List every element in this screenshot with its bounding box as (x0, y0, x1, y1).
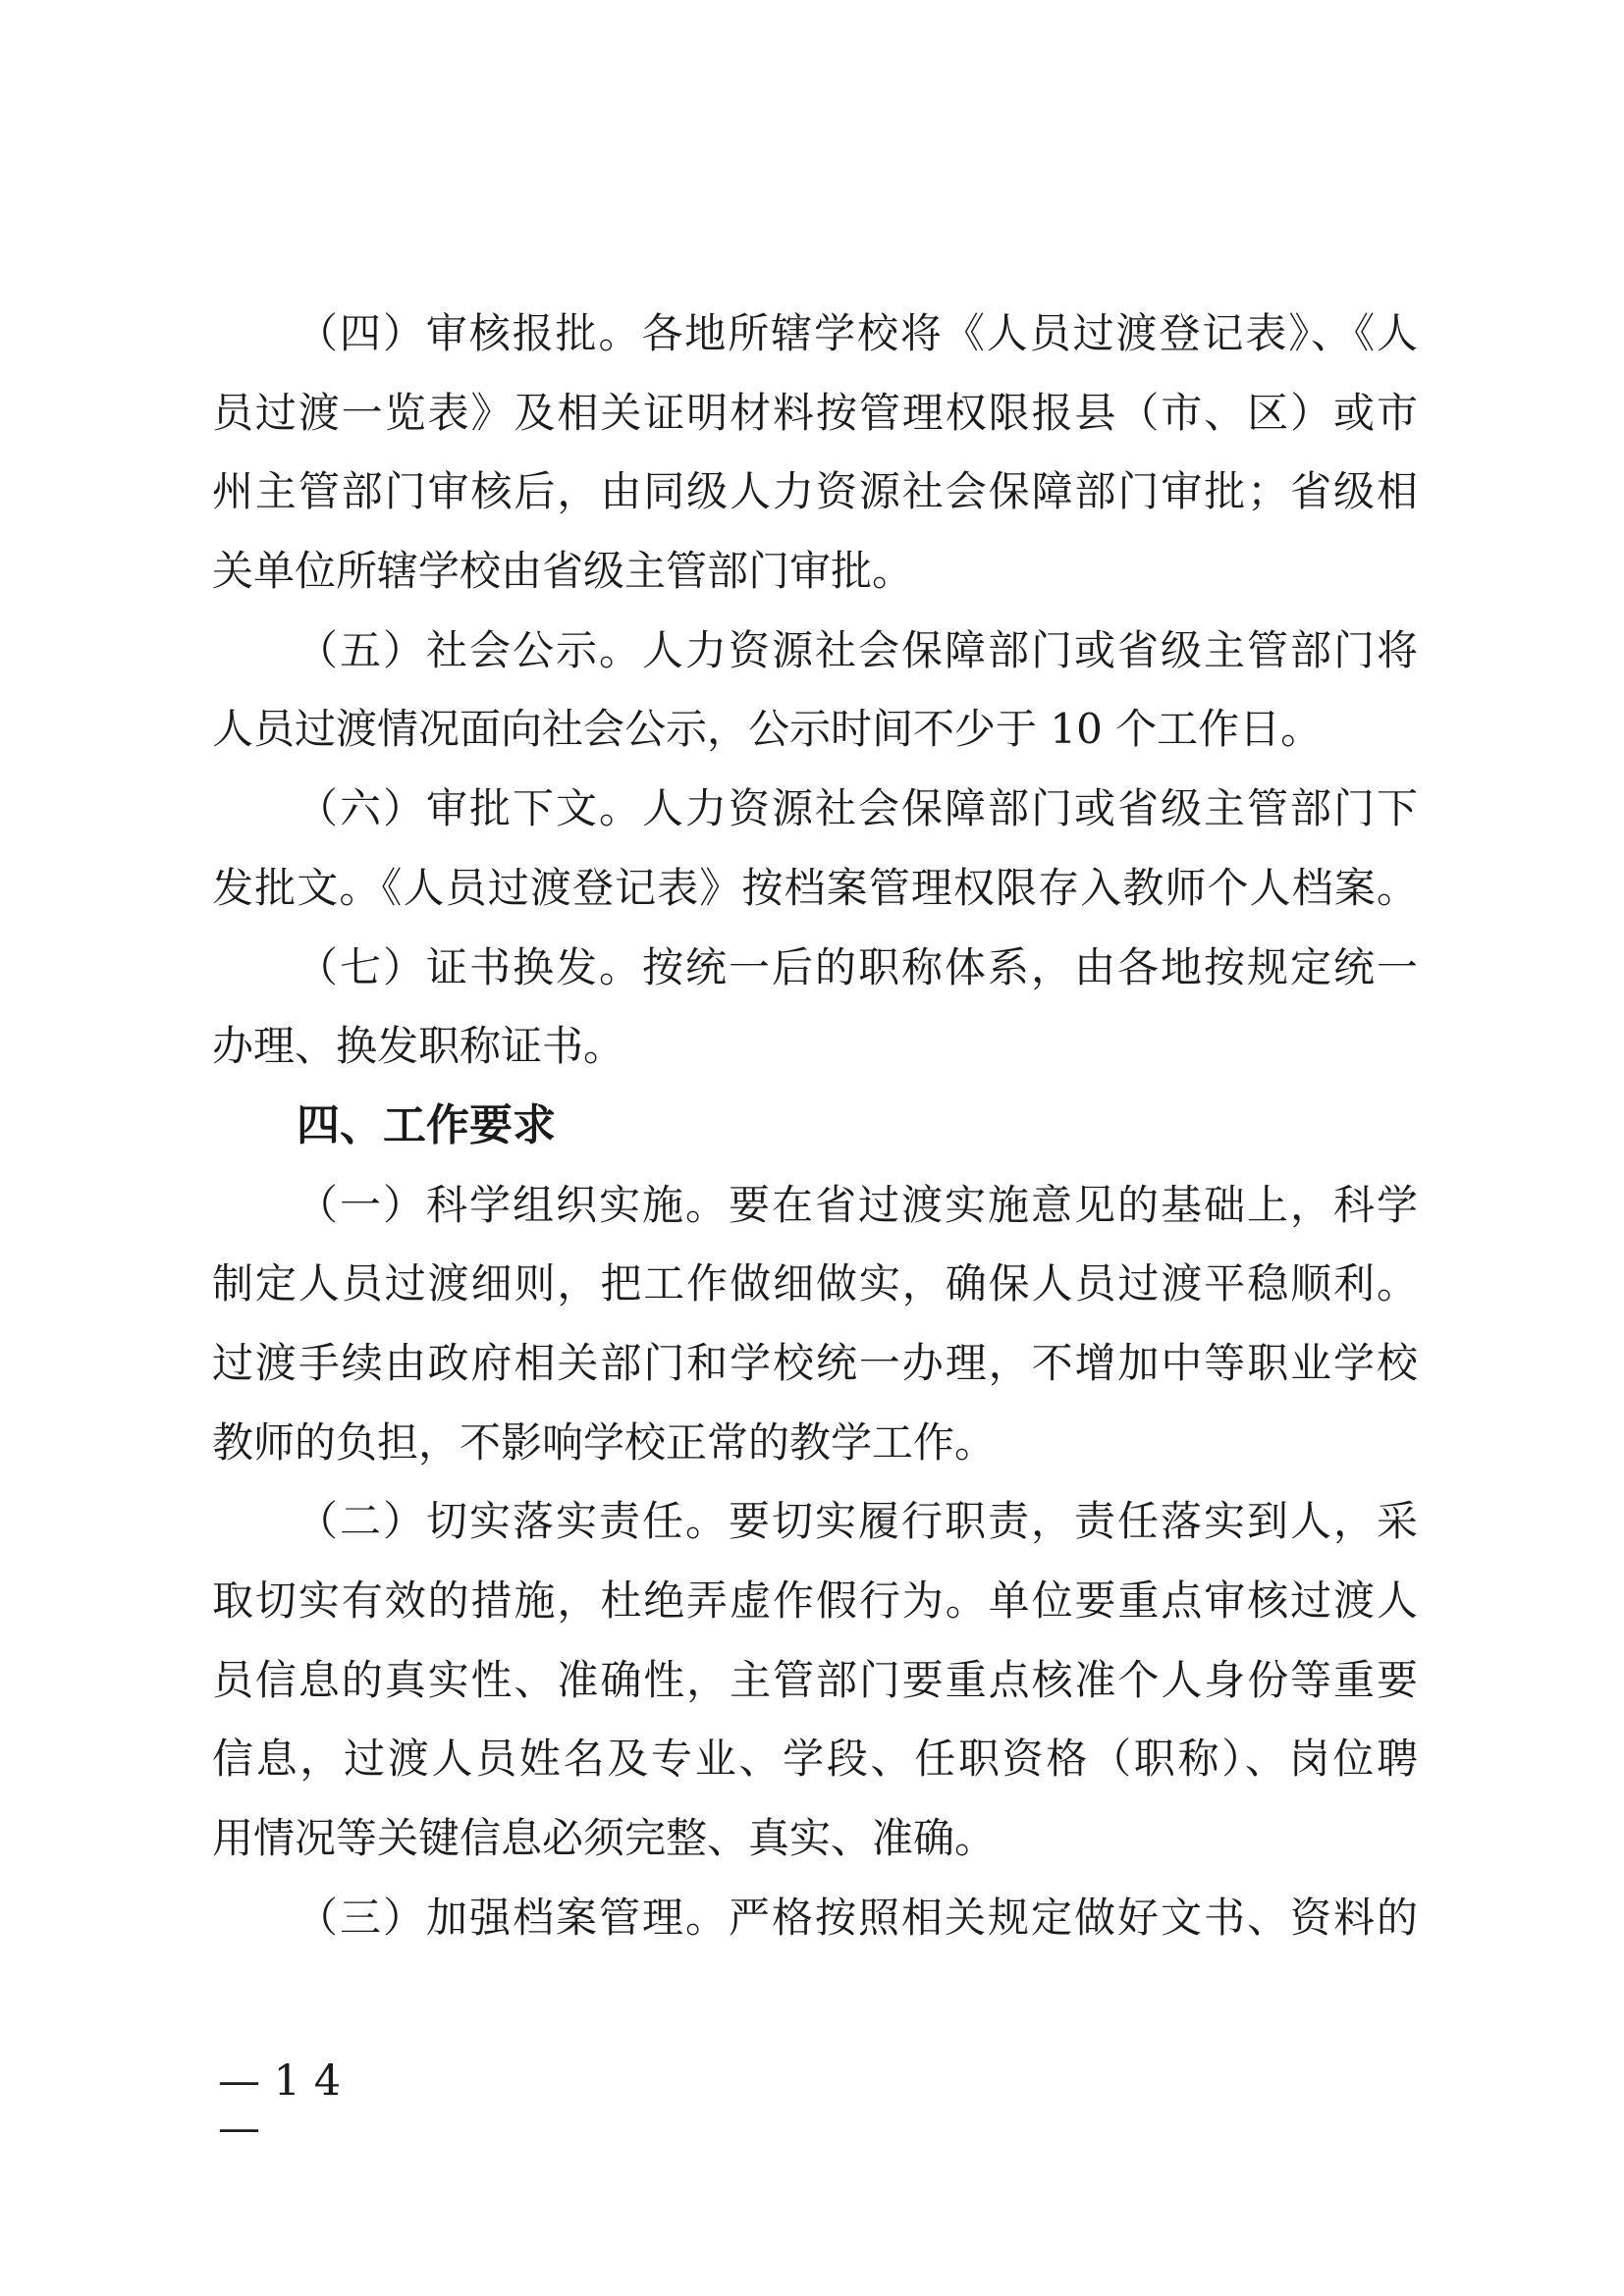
doc-line: （三）加强档案管理。严格按照相关规定做好文书、资料的 (297, 1893, 1418, 1942)
doc-line: 制定人员过渡细则，把工作做细做实，确保人员过渡平稳顺利。 (212, 1259, 1418, 1308)
doc-line: 取切实有效的措施，杜绝弄虚作假行为。单位要重点审核过渡人 (212, 1576, 1418, 1625)
doc-line: （二）切实落实责任。要切实履行职责，责任落实到人，采 (297, 1497, 1418, 1546)
doc-line: 人员过渡情况面向社会公示，公示时间不少于 10 个工作日。 (212, 705, 1323, 754)
section-heading: 四、工作要求 (297, 1099, 556, 1150)
doc-line: 信息，过渡人员姓名及专业、学段、任职资格（职称）、岗位聘 (212, 1735, 1418, 1784)
page-number: — 1 4 (218, 2056, 342, 2106)
doc-line: 发批文。《人员过渡登记表》按档案管理权限存入教师个人档案。 (212, 863, 1418, 912)
page-number-overflow-dash: — (218, 2104, 260, 2153)
doc-line: 员信息的真实性、准确性，主管部门要重点核准个人身份等重要 (212, 1655, 1418, 1704)
doc-line: （一）科学组织实施。要在省过渡实施意见的基础上，科学 (297, 1180, 1418, 1229)
doc-line: （五）社会公示。人力资源社会保障部门或省级主管部门将 (297, 625, 1418, 674)
doc-line: 过渡手续由政府相关部门和学校统一办理，不增加中等职业学校 (212, 1338, 1418, 1387)
doc-line: 州主管部门审核后，由同级人力资源社会保障部门审批；省级相 (212, 467, 1418, 516)
doc-line: 办理、换发职称证书。 (212, 1022, 625, 1071)
doc-line: 教师的负担，不影响学校正常的教学工作。 (212, 1417, 997, 1467)
doc-line: （四）审核报批。各地所辖学校将《人员过渡登记表》、《人 (297, 309, 1418, 357)
doc-line: （七）证书换发。按统一后的职称体系，由各地按规定统一 (297, 942, 1418, 991)
doc-line: 关单位所辖学校由省级主管部门审批。 (212, 547, 914, 596)
document-body (212, 294, 1418, 1957)
doc-line: （六）审批下文。人力资源社会保障部门或省级主管部门下 (297, 784, 1418, 833)
doc-line: 用情况等关键信息必须完整、真实、准确。 (212, 1814, 997, 1863)
doc-line: 员过渡一览表》及相关证明材料按管理权限报县（市、区）或市 (212, 388, 1418, 437)
